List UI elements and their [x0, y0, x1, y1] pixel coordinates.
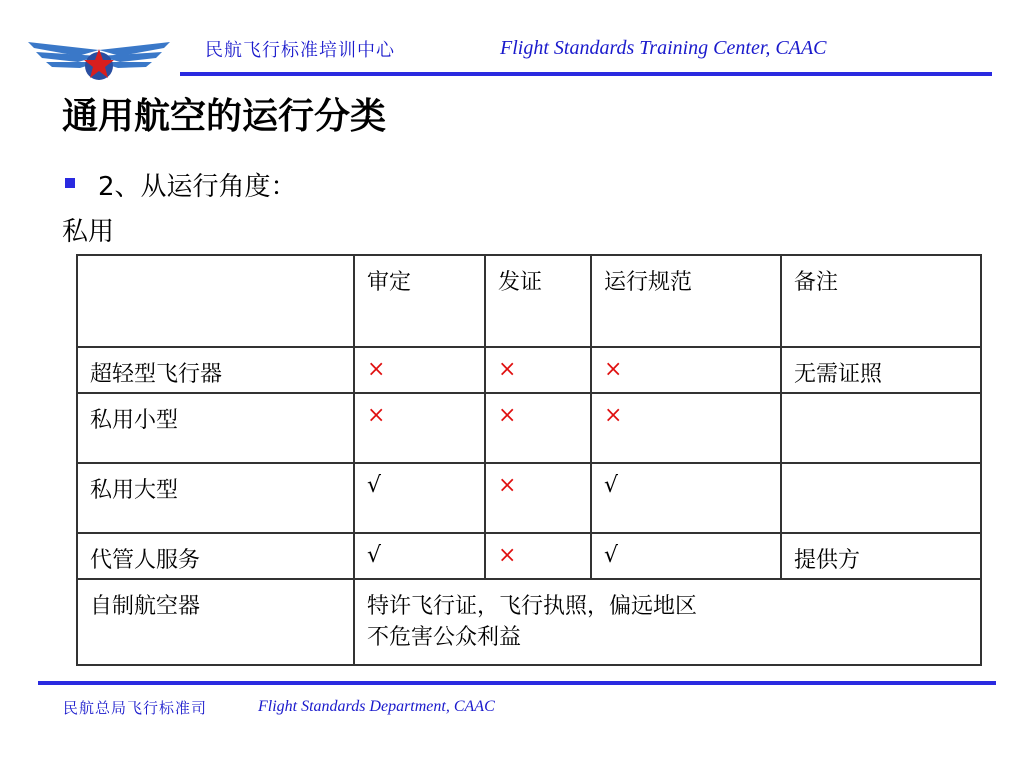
header-cell-ops-spec: 运行规范: [591, 255, 781, 347]
cross-mark-icon: ×: [485, 533, 591, 579]
bullet-text: 2、从运行角度：: [98, 172, 297, 202]
footer-divider: [38, 681, 996, 685]
cross-mark-icon: ×: [591, 393, 781, 463]
footer-org-cn: 民航总局飞行标准司: [63, 699, 208, 717]
cross-mark-icon: ×: [354, 393, 485, 463]
header-cell-review: 审定: [354, 255, 485, 347]
table-row: [77, 347, 981, 393]
header-org-en: Flight Standards Training Center, CAAC: [500, 37, 827, 59]
caac-logo-icon: [28, 40, 170, 88]
check-mark-icon: √: [591, 463, 781, 533]
cross-mark-icon: ×: [485, 393, 591, 463]
check-mark-icon: √: [354, 463, 485, 533]
merged-note-cell: [354, 579, 981, 665]
remarks-cell: [781, 393, 981, 463]
table-row: [77, 463, 981, 533]
header-cell-certificate: 发证: [485, 255, 591, 347]
remarks-cell: 无需证照: [781, 347, 981, 393]
row-label: 超轻型飞行器: [77, 347, 354, 393]
cross-mark-icon: ×: [485, 347, 591, 393]
footer-org-en: Flight Standards Department, CAAC: [258, 698, 495, 715]
cross-mark-icon: ×: [354, 347, 485, 393]
cross-mark-icon: ×: [591, 347, 781, 393]
check-mark-icon: √: [591, 533, 781, 579]
header-divider: [180, 72, 992, 76]
table-row: [77, 579, 981, 665]
table-header-row: [77, 255, 981, 347]
row-label: 代管人服务: [77, 533, 354, 579]
table-row: [77, 393, 981, 463]
note-line-1: 特许飞行证，飞行执照，偏远地区: [367, 594, 698, 619]
header-cell-empty: [77, 255, 354, 347]
table-row: [77, 533, 981, 579]
header-cell-remarks: 备注: [781, 255, 981, 347]
remarks-cell: [781, 463, 981, 533]
row-label: 私用小型: [77, 393, 354, 463]
cross-mark-icon: ×: [485, 463, 591, 533]
row-label: 自制航空器: [77, 579, 354, 665]
operations-table: [76, 254, 982, 666]
bullet-square-icon: [65, 178, 75, 188]
row-label: 私用大型: [77, 463, 354, 533]
header-org-cn: 民航飞行标准培训中心: [205, 40, 395, 61]
remarks-cell: 提供方: [781, 533, 981, 579]
note-line-2: 不危害公众利益: [367, 625, 522, 650]
subheading: 私用: [62, 217, 115, 247]
slide-title: 通用航空的运行分类: [62, 96, 387, 137]
check-mark-icon: √: [354, 533, 485, 579]
